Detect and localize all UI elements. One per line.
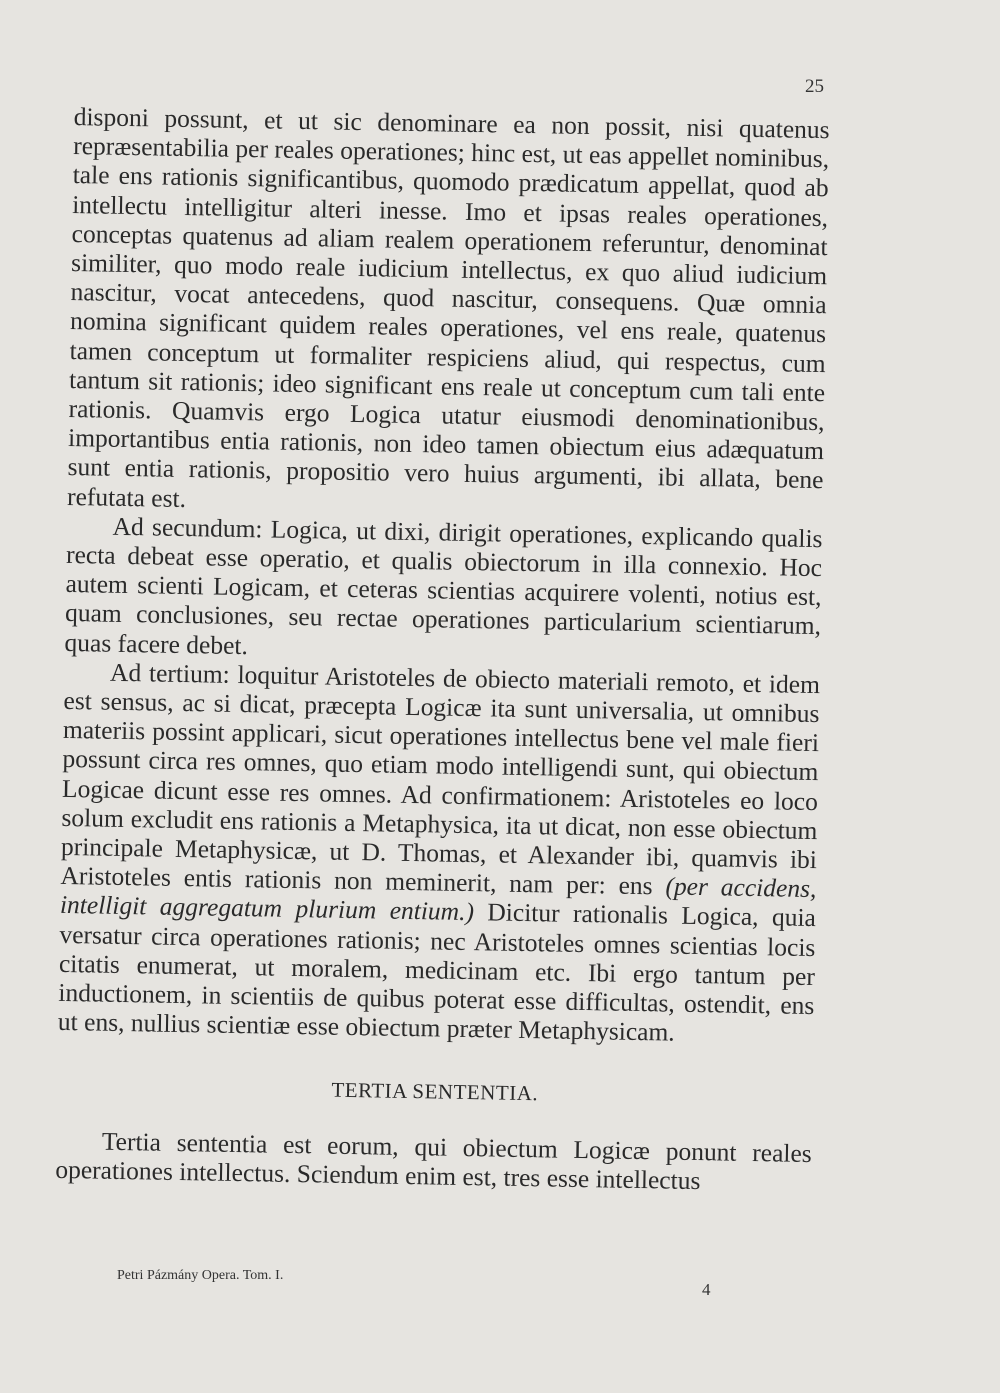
- page-number: 25: [805, 76, 824, 97]
- signature-mark: 4: [702, 1280, 711, 1299]
- paragraph-1: disponi possunt, et ut sic denominare ea non possit, nisi quatenus repræsentabilia per reales operationes; hinc est, ut eas appellet nominibus, tale ens rationis significantibus, quomodo prædicatum appellat, quod ab intellectu intelligitur alteri inesse. Imo et ipsas reales operationes, conceptas quatenus ad aliam realem operationem referuntur, denominat similiter, quo modo reale iudicium intellectus, ex quo aliud iudicium nascitur, vocat antecedens, quod nascitur, consequens. Quæ omnia nomina significant quidem reales operationes, vel ens reale, quatenus tamen conceptum ut formaliter respiciens aliud, qui respectus, cum tantum sit rationis; ideo significant ens reale ut conceptum cum tali ente rationis. Quamvis ergo Logica utatur eiusmodi denominationibus, importantibus entia rationis, non ideo tamen obiectum eius adæquatum sunt entia rationis, propositio vero huius argumenti, ibi allata, bene refutata est.: [66, 102, 830, 513]
- body-text: [55, 102, 830, 1197]
- section-heading: TERTIA SENTENTIA.: [331, 1077, 539, 1105]
- paragraph-3-italic: (per accidens, intelligit aggregatum plurium entium.): [59, 871, 817, 927]
- paragraph-3-text-before: Ad tertium: loquitur Aristoteles de obiecto materiali remoto, et idem est sensus, ac si dicat, præcepta Logicæ ita sunt universalia, ut omnibus materiis possint applicari, sicut operationes intellectus bene vel male fieri possunt circa res omnes, quo etiam modo intelligendi sunt, qui obiectum Logicae dicunt esse res omnes. Ad confirmationem: Aristoteles eo loco solum excludit ens rationis a Metaphysica, ita ut dicat, non esse obiectum principale Metaphysicæ, ut D. Thomas, et Alexander ibi, quamvis ibi Aristoteles entis rationis non meminerit, nam per: ens: [60, 657, 821, 901]
- paragraph-2: Ad secundum: Logica, ut dixi, dirigit operationes, explicando qualis recta debeat esse operatio, et qualis obiectorum in illa connexio. Hoc autem scienti Logicam, et ceteras scientias acquirere volenti, notius est, quam conclusiones, seu rectae operationes particularium scientiarum, quas facere debet.: [64, 511, 823, 660]
- footer-title: Petri Pázmány Opera. Tom. I.: [117, 1268, 284, 1283]
- paragraph-4: Tertia sententia est eorum, qui obiectum Logicæ ponunt reales operationes intellectus. Sciendum enim est, tres esse intellectus: [55, 1126, 813, 1196]
- paragraph-3: [58, 657, 821, 1050]
- paragraph-3-text-after: Dicitur rationalis Logica, quia versatur circa operationes rationis; nec Aristoteles omnes scientias locis citatis enumerat, ut moralem, medicinam etc. Ibi ergo tantum per inductionem, in scientiis de quibus poterat esse difficultas, ostendit, ens ut ens, nullius scientiæ esse obiectum præter Metaphysicam.: [57, 897, 817, 1047]
